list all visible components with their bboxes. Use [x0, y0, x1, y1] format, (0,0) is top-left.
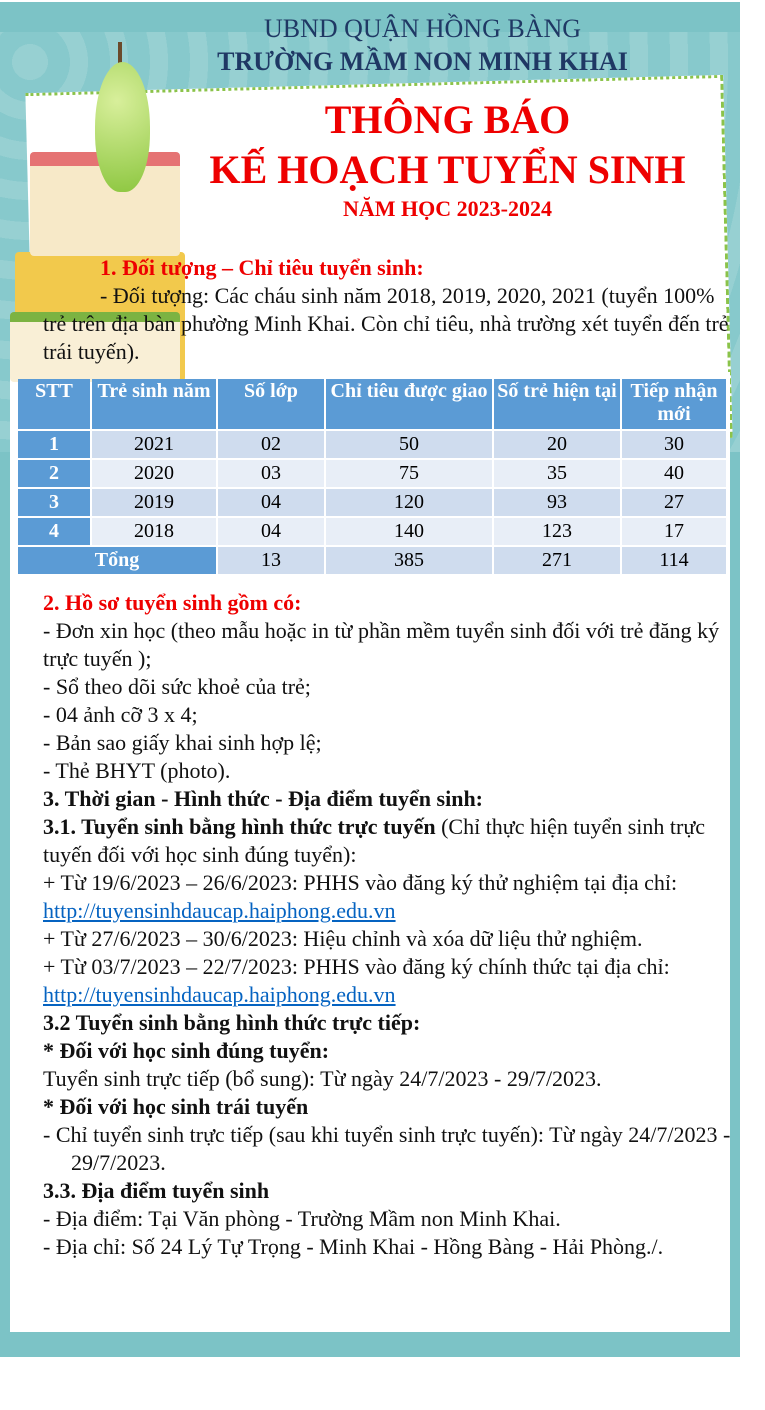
col-header: Chỉ tiêu được giao	[326, 379, 492, 429]
cell: 04	[218, 518, 324, 545]
out-zone-text: - Chỉ tuyển sinh trực tiếp (sau khi tuyển sinh trực tuyến): Từ ngày 24/7/2023 - 29/7/2023.	[43, 1122, 731, 1175]
cell: 114	[622, 547, 726, 574]
cell: 2	[18, 460, 90, 487]
in-zone-heading: * Đối với học sinh đúng tuyển:	[43, 1038, 330, 1063]
enrollment-link[interactable]: http://tuyensinhdaucap.haiphong.edu.vn	[43, 982, 396, 1007]
cell: 385	[326, 547, 492, 574]
col-header: Số lớp	[218, 379, 324, 429]
cell: 27	[622, 489, 726, 516]
cell: 140	[326, 518, 492, 545]
cell: 1	[18, 431, 90, 458]
cell: 3	[18, 489, 90, 516]
col-header: STT	[18, 379, 90, 429]
col-header: Số trẻ hiện tại	[494, 379, 620, 429]
enrollment-table	[16, 377, 728, 576]
section-3-1-note: (Chỉ thực hiện tuyển sinh trực tuyến đối với học sinh đúng tuyển):	[43, 814, 706, 867]
table-header	[18, 379, 726, 429]
schedule-line-1: + Từ 19/6/2023 – 26/6/2023: PHHS vào đăng ký thử nghiệm tại địa chỉ:	[43, 870, 678, 895]
cell: 2018	[92, 518, 216, 545]
cell: 75	[326, 460, 492, 487]
cell: 03	[218, 460, 324, 487]
cell: 17	[622, 518, 726, 545]
notice-title: THÔNG BÁO	[324, 97, 571, 142]
col-header: Tiếp nhận mới	[622, 379, 726, 429]
list-item: - Sổ theo dõi sức khoẻ của trẻ;	[43, 674, 311, 699]
section-2-heading: 2. Hồ sơ tuyển sinh gồm có:	[43, 590, 302, 615]
cell: 02	[218, 431, 324, 458]
cell: 13	[218, 547, 324, 574]
plan-title: KẾ HOẠCH TUYỂN SINH	[209, 147, 686, 192]
table-row	[18, 489, 726, 516]
cell: 93	[494, 489, 620, 516]
table-row	[18, 460, 726, 487]
cell: 30	[622, 431, 726, 458]
sections-2-3	[43, 589, 733, 1261]
school-year: NĂM HỌC 2023-2024	[343, 196, 552, 221]
cell: 50	[326, 431, 492, 458]
section-1-heading: 1. Đối tượng – Chỉ tiêu tuyển sinh:	[100, 255, 424, 280]
schedule-line-3: + Từ 03/7/2023 – 22/7/2023: PHHS vào đăng ký chính thức tại địa chỉ:	[43, 954, 670, 979]
cell: 4	[18, 518, 90, 545]
total-label: Tổng	[18, 547, 216, 574]
table-row	[18, 431, 726, 458]
cell: 2019	[92, 489, 216, 516]
cell: 2020	[92, 460, 216, 487]
in-zone-text: Tuyển sinh trực tiếp (bổ sung): Từ ngày 24/7/2023 - 29/7/2023.	[43, 1066, 602, 1091]
section-3-3-heading: 3.3. Địa điểm tuyển sinh	[43, 1178, 270, 1203]
section-1	[43, 254, 733, 366]
cell: 120	[326, 489, 492, 516]
out-zone-heading: * Đối với học sinh trái tuyến	[43, 1094, 309, 1119]
table-row	[18, 518, 726, 545]
section-3-2-heading: 3.2 Tuyển sinh bằng hình thức trực tiếp:	[43, 1010, 421, 1035]
cell: 2021	[92, 431, 216, 458]
table-total-row	[18, 547, 726, 574]
place-text: - Địa điểm: Tại Văn phòng - Trường Mầm non Minh Khai.	[43, 1206, 561, 1231]
list-item: - Bản sao giấy khai sinh hợp lệ;	[43, 730, 322, 755]
schedule-line-2: + Từ 27/6/2023 – 30/6/2023: Hiệu chỉnh và xóa dữ liệu thử nghiệm.	[43, 926, 643, 951]
list-item: - Thẻ BHYT (photo).	[43, 758, 231, 783]
list-item: - 04 ảnh cỡ 3 x 4;	[43, 702, 198, 727]
section-3-1-heading: 3.1. Tuyển sinh bằng hình thức trực tuyến	[43, 814, 436, 839]
address-text: - Địa chỉ: Số 24 Lý Tự Trọng - Minh Khai - Hồng Bàng - Hải Phòng./.	[43, 1234, 664, 1259]
cell: 271	[494, 547, 620, 574]
section-1-text: - Đối tượng: Các cháu sinh năm 2018, 2019, 2020, 2021 (tuyển 100% trẻ trên địa bàn phường Minh Khai. Còn chỉ tiêu, nhà trường xét tuyển đến trẻ trái tuyến).	[43, 283, 729, 364]
section-3-heading: 3. Thời gian - Hình thức - Địa điểm tuyển sinh:	[43, 786, 483, 811]
cell: 35	[494, 460, 620, 487]
cell: 20	[494, 431, 620, 458]
cell: 123	[494, 518, 620, 545]
list-item: - Đơn xin học (theo mẫu hoặc in từ phần mềm tuyển sinh đối với trẻ đăng ký trực tuyến );	[43, 618, 720, 671]
school-name: TRƯỜNG MẦM NON MINH KHAI	[217, 47, 628, 76]
col-header: Trẻ sinh năm	[92, 379, 216, 429]
cell: 40	[622, 460, 726, 487]
district-name: UBND QUẬN HỒNG BÀNG	[263, 14, 582, 43]
enrollment-link[interactable]: http://tuyensinhdaucap.haiphong.edu.vn	[43, 898, 396, 923]
cell: 04	[218, 489, 324, 516]
